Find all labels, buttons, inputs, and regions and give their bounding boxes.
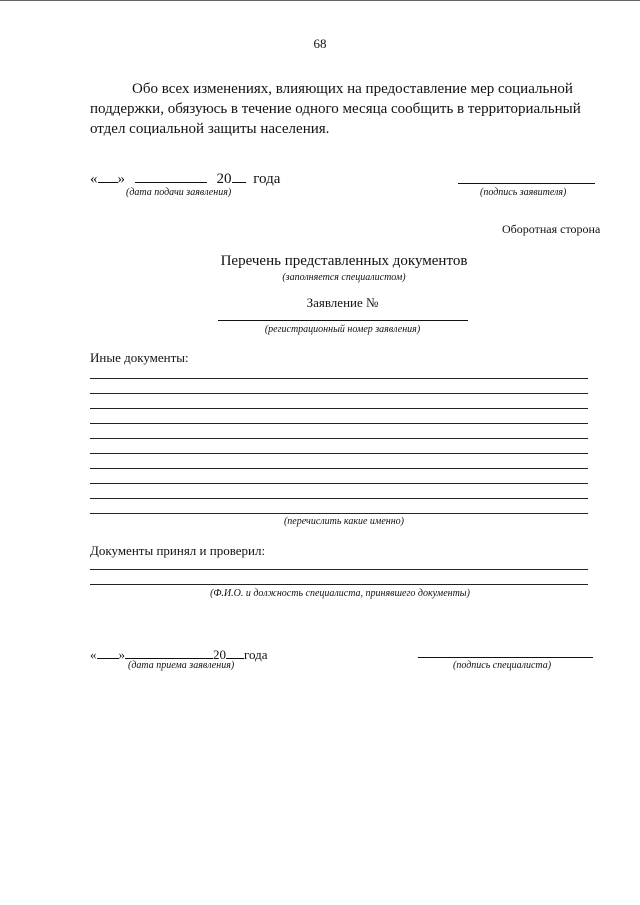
registration-number-line[interactable] bbox=[218, 320, 468, 321]
specialist-caption: (Ф.И.О. и должность специалиста, принявшего документы) bbox=[210, 588, 470, 599]
documents-list-title: Перечень представленных документов bbox=[220, 253, 468, 269]
other-docs-line[interactable] bbox=[90, 378, 588, 379]
other-docs-line[interactable] bbox=[90, 438, 588, 439]
year-blank[interactable] bbox=[226, 645, 244, 659]
year-prefix: 20 bbox=[216, 171, 232, 187]
year-word: года bbox=[244, 647, 268, 662]
other-docs-line[interactable] bbox=[90, 513, 588, 514]
other-docs-line[interactable] bbox=[90, 393, 588, 394]
year-prefix: 20 bbox=[213, 647, 226, 662]
specialist-line[interactable] bbox=[90, 569, 588, 570]
day-blank[interactable] bbox=[98, 169, 118, 183]
obligation-paragraph bbox=[90, 79, 595, 139]
month-blank[interactable] bbox=[135, 169, 207, 183]
paragraph-line-1: Обо всех изменениях, влияющих на предоставление мер социальной bbox=[132, 81, 573, 97]
applicant-signature-caption: (подпись заявителя) bbox=[480, 187, 567, 198]
registration-number-caption: (регистрационный номер заявления) bbox=[264, 324, 421, 335]
reverse-side-label: Оборотная сторона bbox=[502, 222, 601, 236]
top-border bbox=[0, 0, 640, 1]
applicant-signature-line[interactable] bbox=[458, 183, 595, 184]
other-docs-line[interactable] bbox=[90, 423, 588, 424]
acceptance-date-caption: (дата приема заявления) bbox=[128, 660, 235, 671]
close-quote: » bbox=[118, 647, 125, 662]
other-docs-line[interactable] bbox=[90, 498, 588, 499]
paragraph-line-3: отдел социальной защиты населения. bbox=[90, 121, 330, 137]
documents-list-subtitle: (заполняется специалистом) bbox=[282, 272, 406, 283]
month-blank[interactable] bbox=[125, 645, 213, 659]
page-number: 68 bbox=[313, 36, 327, 51]
other-documents-label: Иные документы: bbox=[90, 350, 189, 365]
other-docs-line[interactable] bbox=[90, 408, 588, 409]
accepted-checked-label: Документы принял и проверил: bbox=[90, 543, 266, 558]
submission-date-caption: (дата подачи заявления) bbox=[126, 187, 232, 198]
open-quote: « bbox=[90, 647, 97, 662]
statement-number-label: Заявление № bbox=[306, 295, 379, 310]
day-blank[interactable] bbox=[97, 645, 119, 659]
other-docs-line[interactable] bbox=[90, 453, 588, 454]
open-quote: « bbox=[90, 171, 98, 187]
other-docs-line[interactable] bbox=[90, 483, 588, 484]
specialist-signature-caption: (подпись специалиста) bbox=[453, 660, 552, 671]
enumerate-caption: (перечислить какие именно) bbox=[283, 516, 405, 527]
other-docs-line[interactable] bbox=[90, 468, 588, 469]
year-word: года bbox=[253, 171, 281, 187]
close-quote: » bbox=[117, 171, 125, 187]
specialist-line[interactable] bbox=[90, 584, 588, 585]
year-blank[interactable] bbox=[232, 169, 246, 183]
submission-date-field bbox=[90, 169, 280, 188]
specialist-signature-line[interactable] bbox=[418, 657, 593, 658]
paragraph-line-2: поддержки, обязуюсь в течение одного месяца сообщить в территориальный bbox=[90, 101, 581, 117]
